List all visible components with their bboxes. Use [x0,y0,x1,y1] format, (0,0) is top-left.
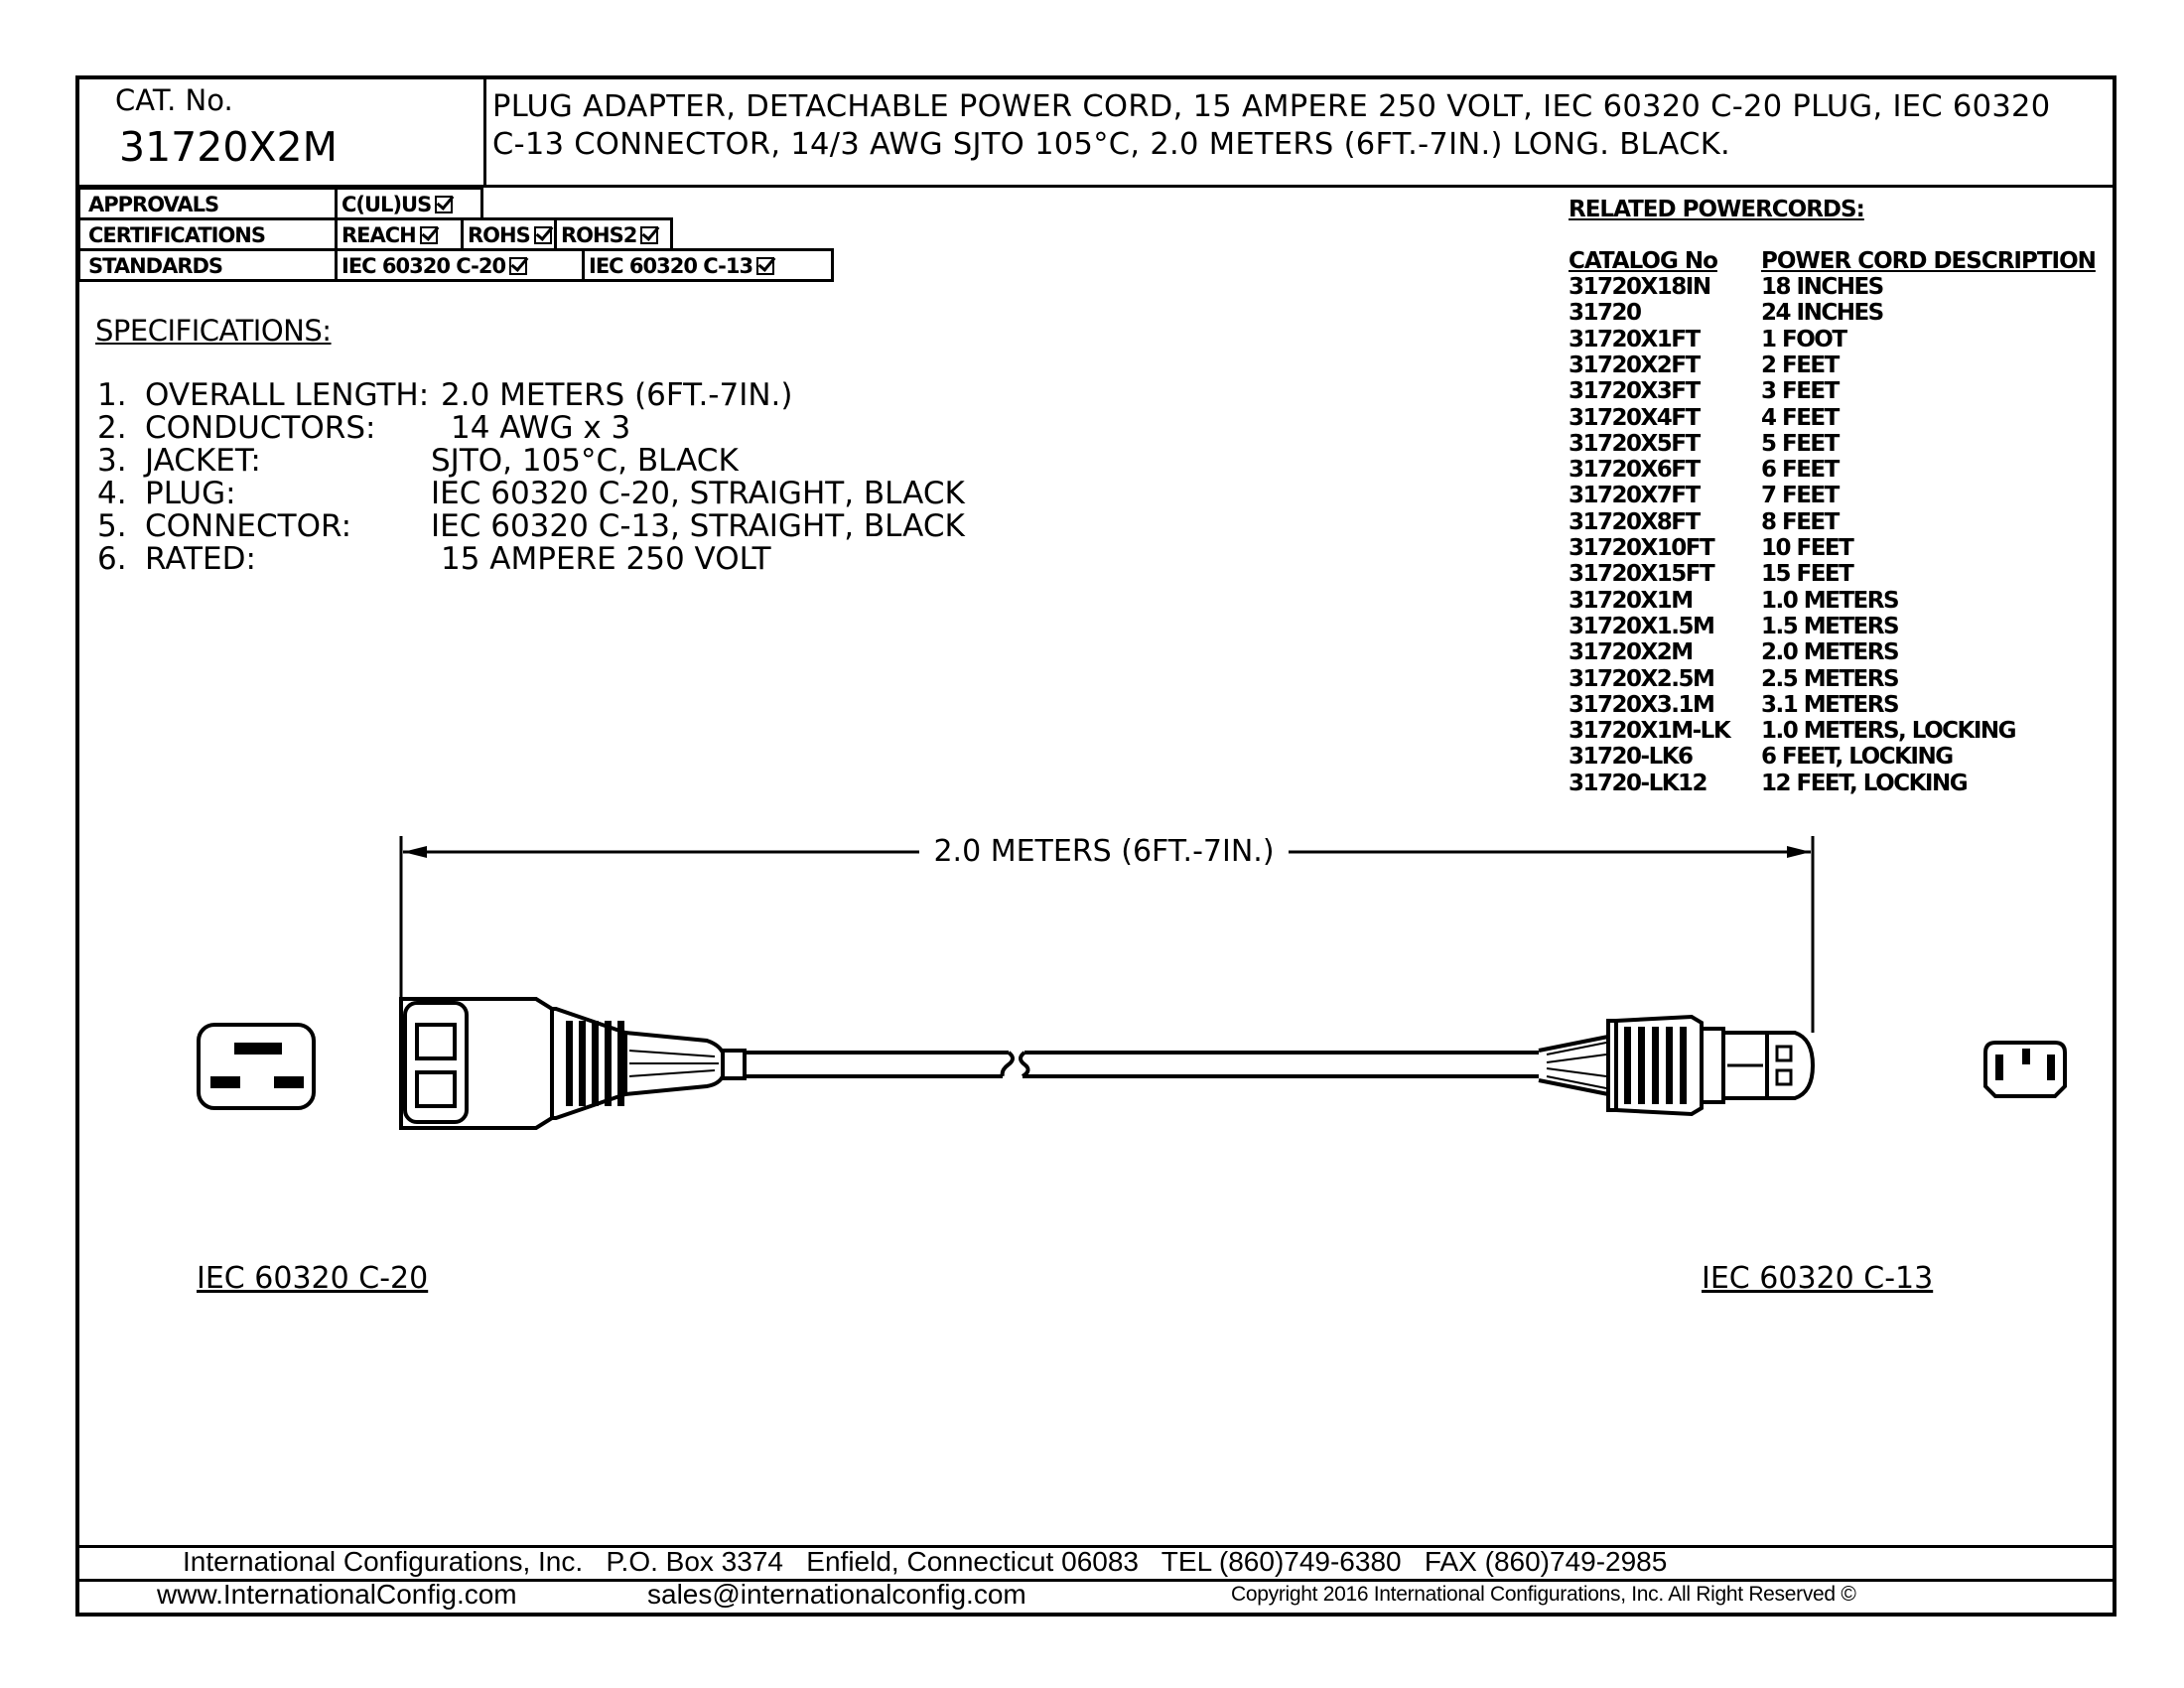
related-catalog-number: 31720X8FT [1569,508,1700,535]
related-description: 12 FEET, LOCKING [1761,770,1968,796]
spec-num: 6. [97,541,127,577]
cert-reach-text: REACH [341,223,416,247]
description-line-2: C-13 CONNECTOR, 14/3 AWG SJTO 105°C, 2.0 METERS (6FT.-7IN.) LONG. BLACK. [492,127,1730,162]
related-description: 5 FEET [1761,430,1839,457]
related-description: 1.5 METERS [1761,613,1899,639]
related-col-description: POWER CORD DESCRIPTION [1761,248,2096,274]
description-line-1: PLUG ADAPTER, DETACHABLE POWER CORD, 15 AMPERE 250 VOLT, IEC 60320 C-20 PLUG, IEC 60320 [492,89,2051,124]
related-title: RELATED POWERCORDS: [1569,197,1864,222]
related-description: 18 INCHES [1761,274,1883,300]
related-catalog-number: 31720X2FT [1569,352,1700,378]
right-connector-label: IEC 60320 C-13 [1702,1261,1934,1296]
related-catalog-number: 31720X3FT [1569,378,1700,405]
standards-label: STANDARDS [77,248,338,282]
related-description: 24 INCHES [1761,300,1883,327]
arrow-right-icon [1787,846,1811,858]
related-catalog-number: 31720X2.5M [1569,665,1714,692]
related-catalog-number: 31720-LK12 [1569,770,1707,796]
drawing-sheet [75,75,2116,1617]
cert-rohs2-text: ROHS2 [561,223,637,247]
c13-connector-body [1539,1017,1813,1114]
cable [745,1053,1539,1076]
related-description: 10 FEET [1761,535,1853,561]
approvals-label: APPROVALS [77,187,338,220]
spec-num: 4. [97,476,127,511]
spec-num: 3. [97,443,127,479]
related-description: 3 FEET [1761,378,1839,405]
left-connector-label: IEC 60320 C-20 [197,1261,429,1296]
spec-num: 2. [97,410,127,446]
dimension-label: 2.0 METERS (6FT.-7IN.) [919,834,1289,870]
related-description: 4 FEET [1761,404,1839,431]
spec-value: SJTO, 105°C, BLACK [431,443,739,479]
spec-num: 1. [97,377,127,413]
spec-label: CONDUCTORS: [145,410,376,446]
related-description: 15 FEET [1761,561,1853,588]
standard-c20-text: IEC 60320 C-20 [341,254,506,278]
related-catalog-number: 31720X3.1M [1569,691,1714,718]
footer-website-link[interactable]: www.InternationalConfig.com [157,1579,517,1610]
spec-value: 15 AMPERE 250 VOLT [441,541,771,577]
spec-num: 5. [97,508,127,544]
footer-email-link[interactable]: sales@internationalconfig.com [647,1579,1026,1610]
standard-c13-text: IEC 60320 C-13 [589,254,753,278]
related-description: 1 FOOT [1761,326,1846,352]
related-catalog-number: 31720X10FT [1569,535,1714,561]
spec-value: 14 AWG x 3 [451,410,631,446]
cat-label: CAT. No. [115,83,233,117]
related-description: 8 FEET [1761,508,1839,535]
related-description: 1.0 METERS [1761,587,1899,614]
spec-label: JACKET: [145,443,261,479]
related-catalog-number: 31720X2M [1569,639,1693,666]
footer-address: International Configurations, Inc. P.O. Box 3374 Enfield, Connecticut 06083 TEL (860)749-6380 FAX (860)749-2985 [183,1546,1668,1577]
related-description: 2.0 METERS [1761,639,1899,666]
approvals-value-text: C(UL)US [341,193,432,216]
spec-label: RATED: [145,541,256,577]
cat-number: 31720X2M [119,123,338,171]
related-catalog-number: 31720X4FT [1569,404,1700,431]
related-catalog-number: 31720X1M [1569,587,1693,614]
related-catalog-number: 31720X18IN [1569,274,1710,300]
spec-value: IEC 60320 C-13, STRAIGHT, BLACK [431,508,965,544]
spec-value: 2.0 METERS (6FT.-7IN.) [441,377,793,413]
related-catalog-number: 31720X6FT [1569,457,1700,484]
related-catalog-number: 31720 [1569,300,1641,327]
spec-value: IEC 60320 C-20, STRAIGHT, BLACK [431,476,965,511]
c20-face-icon [199,1025,314,1108]
related-catalog-number: 31720-LK6 [1569,744,1693,771]
spec-label: PLUG: [145,476,236,511]
cert-rohs-text: ROHS [468,223,530,247]
related-catalog-number: 31720X1.5M [1569,613,1714,639]
footer-copyright: Copyright 2016 International Configurations, Inc. All Right Reserved © [1231,1583,1856,1606]
related-description: 7 FEET [1761,483,1839,509]
certifications-label: CERTIFICATIONS [77,217,338,251]
related-catalog-number: 31720X5FT [1569,430,1700,457]
related-description: 3.1 METERS [1761,691,1899,718]
spec-label: OVERALL LENGTH: [145,377,430,413]
related-catalog-number: 31720X15FT [1569,561,1714,588]
related-description: 1.0 METERS, LOCKING [1761,718,2016,745]
related-description: 2 FEET [1761,352,1839,378]
related-description: 2.5 METERS [1761,665,1899,692]
specifications-title: SPECIFICATIONS: [95,314,332,348]
related-catalog-number: 31720X1FT [1569,326,1700,352]
related-col-catalog: CATALOG No [1569,248,1717,274]
related-catalog-number: 31720X7FT [1569,483,1700,509]
related-catalog-number: 31720X1M-LK [1569,718,1730,745]
related-description: 6 FEET [1761,457,1839,484]
spec-label: CONNECTOR: [145,508,352,544]
related-description: 6 FEET, LOCKING [1761,744,1953,771]
arrow-left-icon [403,846,427,858]
